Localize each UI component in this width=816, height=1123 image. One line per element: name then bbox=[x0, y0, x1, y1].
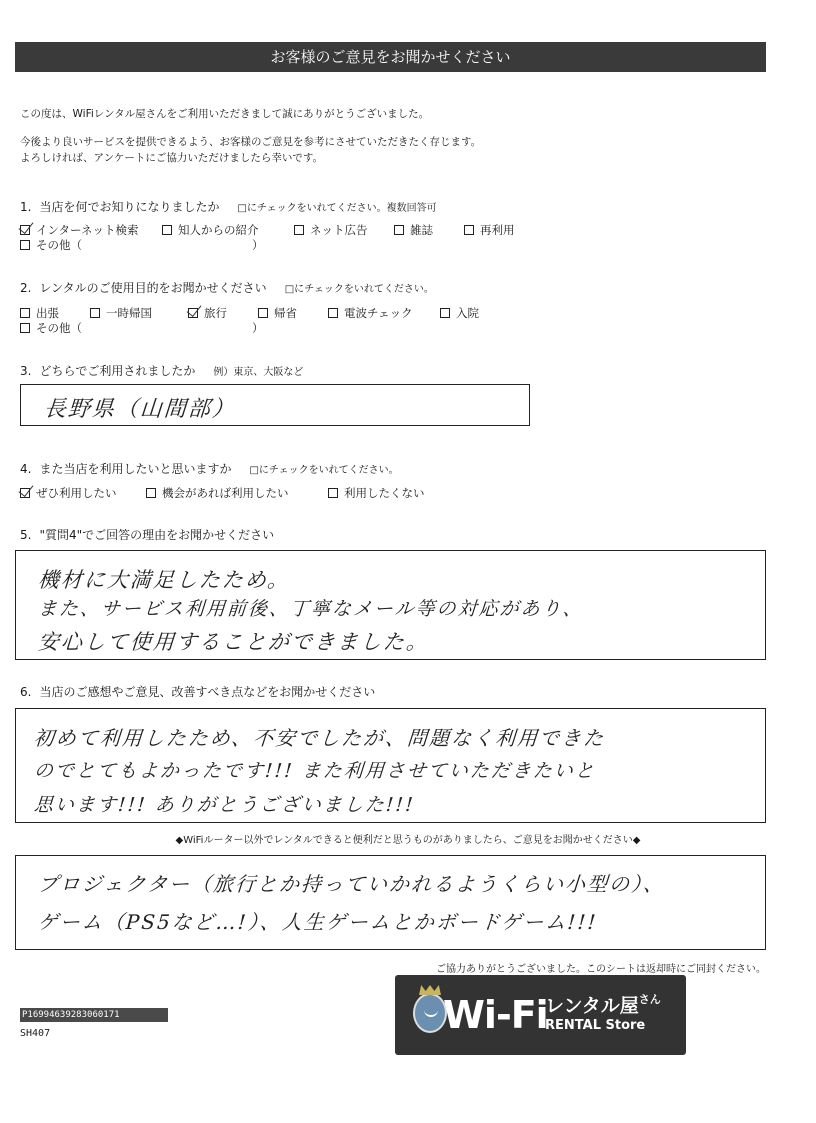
question-number: 4. bbox=[20, 462, 32, 476]
q2-option-signal-check[interactable]: 電波チェック bbox=[328, 305, 413, 321]
q3-handwritten-answer: 長野県（山間部） bbox=[42, 397, 237, 422]
question-note: 例）東京、大阪など bbox=[213, 367, 304, 378]
logo-rental-en: RENTAL Store bbox=[545, 1018, 646, 1033]
logo-wifi-text: Wi-Fi bbox=[443, 993, 548, 1037]
intro-line-3: よろしければ、アンケートにご協力いただけましたら幸いです。 bbox=[20, 152, 324, 164]
checkbox-checked[interactable] bbox=[20, 488, 30, 498]
q4-option-no[interactable]: 利用したくない bbox=[328, 485, 425, 501]
barcode-label: P1699463928306017​1 bbox=[20, 1008, 168, 1022]
question-text: "質問4"でご回答の理由をお聞かせください bbox=[39, 528, 275, 542]
checkbox[interactable] bbox=[20, 323, 30, 333]
question-3 bbox=[20, 362, 303, 379]
q1-option-net-ad[interactable]: ネット広告 bbox=[294, 222, 368, 238]
q2-option-business[interactable]: 出張 bbox=[20, 305, 59, 321]
footer-thanks: ご協力ありがとうございました。このシートは返却時にご同封ください。 bbox=[436, 964, 766, 975]
q2-option-return-home[interactable]: 帰省 bbox=[258, 305, 297, 321]
question-text: 当店を何でお知りになりましたか bbox=[39, 200, 220, 214]
q1-option-other[interactable]: その他（ ） bbox=[20, 237, 264, 253]
wifi-rental-logo bbox=[395, 975, 686, 1055]
q4-option-definitely[interactable]: ぜひ利用したい bbox=[20, 485, 117, 501]
q1-option-reuse[interactable]: 再利用 bbox=[464, 222, 515, 238]
checkbox[interactable] bbox=[394, 225, 404, 235]
q6-handwritten-line-1: 初めて利用したため、不安でしたが、問題なく利用できた bbox=[33, 726, 606, 750]
checkbox[interactable] bbox=[294, 225, 304, 235]
q7-handwritten-line-2: ゲーム（PS5など…!）、人生ゲームとかボードゲーム!!! bbox=[37, 910, 599, 934]
checkbox[interactable] bbox=[146, 488, 156, 498]
checkbox-checked[interactable] bbox=[188, 308, 198, 318]
intro-line-2: 今後より良いサービスを提供できるよう、お客様のご意見を参考にさせていただきたく存じます。 bbox=[20, 136, 482, 148]
question-2 bbox=[20, 279, 434, 296]
question-1 bbox=[20, 198, 437, 215]
question-5 bbox=[20, 526, 274, 543]
checkbox[interactable] bbox=[90, 308, 100, 318]
q5-handwritten-line-1: 機材に大満足したため。 bbox=[37, 568, 291, 592]
q4-option-if-chance[interactable]: 機会があれば利用したい bbox=[146, 485, 289, 501]
q1-option-magazine[interactable]: 雑誌 bbox=[394, 222, 433, 238]
checkbox[interactable] bbox=[258, 308, 268, 318]
question-number: 6. bbox=[20, 685, 32, 699]
q2-option-homecoming[interactable]: 一時帰国 bbox=[90, 305, 152, 321]
question-text: 当店のご感想やご意見、改善すべき点などをお聞かせください bbox=[39, 685, 376, 699]
question-number: 1. bbox=[20, 200, 32, 214]
question-number: 2. bbox=[20, 281, 32, 295]
q6-handwritten-line-3: 思います!!! ありがとうございました!!! bbox=[33, 794, 416, 816]
sheet-code: SH407 bbox=[20, 1028, 51, 1039]
question-note: □にチェックをいれてください。 bbox=[284, 284, 434, 295]
checkbox[interactable] bbox=[328, 308, 338, 318]
checkbox-checked[interactable] bbox=[20, 225, 30, 235]
question-note: □にチェックをいれてください。複数回答可 bbox=[237, 203, 437, 214]
checkbox[interactable] bbox=[20, 240, 30, 250]
checkbox[interactable] bbox=[20, 308, 30, 318]
question-text: また当店を利用したいと思いますか bbox=[39, 462, 232, 476]
q2-option-other[interactable]: その他（ ） bbox=[20, 320, 264, 336]
question-text: どちらでご利用されましたか bbox=[39, 364, 196, 378]
q7-handwritten-line-1: プロジェクター（旅行とか持っていかれるようくらい小型の）、 bbox=[37, 872, 666, 896]
checkbox[interactable] bbox=[464, 225, 474, 235]
checkbox[interactable] bbox=[440, 308, 450, 318]
q6-handwritten-line-2: のでとてもよかったです!!! また利用させていただきたいと bbox=[33, 760, 597, 782]
q5-handwritten-line-3: 安心して使用することができました。 bbox=[37, 630, 430, 654]
intro-line-1: この度は、WiFiレンタル屋さんをご利用いただきまして誠にありがとうございました。 bbox=[20, 108, 430, 120]
logo-rental-jp: レンタル屋$^{さん}$ bbox=[545, 993, 661, 1017]
question-number: 5. bbox=[20, 528, 32, 542]
q2-option-hospital[interactable]: 入院 bbox=[440, 305, 479, 321]
q1-option-internet[interactable]: インターネット検索 bbox=[20, 222, 138, 238]
q1-option-referral[interactable]: 知人からの紹介 bbox=[162, 222, 259, 238]
question-number: 3. bbox=[20, 364, 32, 378]
q5-handwritten-line-2: また、サービス利用前後、丁寧なメール等の対応があり、 bbox=[37, 598, 585, 620]
question-text: レンタルのご使用目的をお聞かせください bbox=[39, 281, 267, 295]
checkbox[interactable] bbox=[328, 488, 338, 498]
crown-mascot-icon bbox=[413, 993, 447, 1033]
question-6 bbox=[20, 683, 375, 700]
question-note: □にチェックをいれてください。 bbox=[249, 465, 399, 476]
q2-option-travel[interactable]: 旅行 bbox=[188, 305, 227, 321]
q7-prompt: ◆WiFiルーター以外でレンタルできると便利だと思うものがありましたら、ご意見をお聞かせください◆ bbox=[175, 835, 641, 846]
question-4 bbox=[20, 460, 399, 477]
checkbox[interactable] bbox=[162, 225, 172, 235]
page-title: お客様のご意見をお聞かせください bbox=[15, 42, 766, 72]
